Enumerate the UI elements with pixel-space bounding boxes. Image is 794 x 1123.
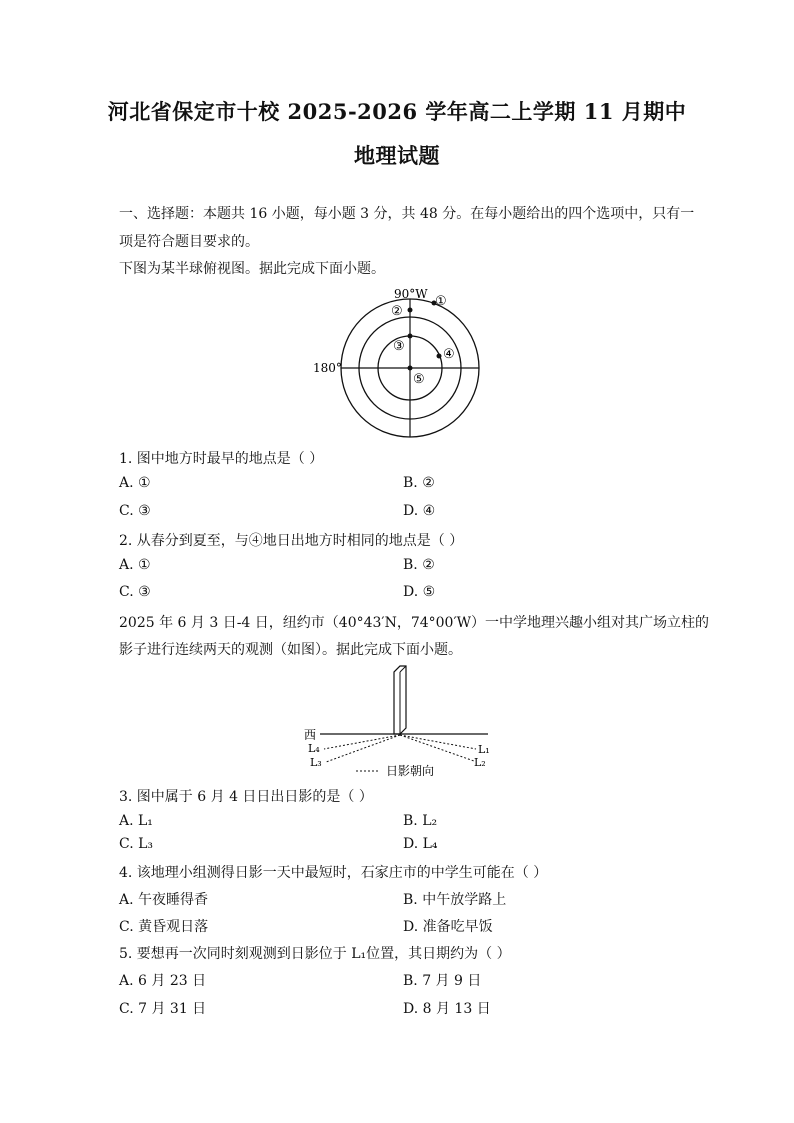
label-l4: L₄: [308, 742, 320, 755]
q2-option-d[interactable]: D. ⑤: [403, 584, 436, 600]
q1-option-d[interactable]: D. ④: [403, 503, 436, 519]
q4-stem: 4. 该地理小组测得日影一天中最短时，石家庄市的中学生可能在（ ）: [119, 865, 548, 881]
point-5: [408, 366, 413, 371]
shadow-l2: [400, 735, 474, 761]
point-3: [408, 334, 413, 339]
intro-figure2: 2025 年 6 月 3 日-4 日，纽约市（40°43′N，74°00′W）一中学地理兴趣小组对其广场立柱的: [119, 615, 710, 631]
q1-stem: 1. 图中地方时最早的地点是（ ）: [119, 451, 324, 467]
marker-4: ④: [443, 347, 455, 362]
exam-subject: 地理试题: [354, 143, 440, 168]
q5-option-b[interactable]: B. 7 月 9 日: [403, 973, 482, 989]
pillar-shadow-figure: [300, 662, 500, 780]
q2-stem: 2. 从春分到夏至，与④地日出地方时相同的地点是（ ）: [119, 533, 464, 549]
label-l3: L₃: [310, 756, 322, 769]
exam-title: 河北省保定市十校 2025-2026 学年高二上学期 11 月期中: [107, 99, 687, 124]
q1-option-b[interactable]: B. ②: [403, 475, 435, 491]
point-4: [437, 354, 442, 359]
q1-option-c[interactable]: C. ③: [119, 503, 151, 519]
q3-option-c[interactable]: C. L₃: [119, 836, 154, 852]
label-90w: 90°W: [394, 287, 428, 301]
q5-option-d[interactable]: D. 8 月 13 日: [403, 1001, 491, 1017]
q2-option-a[interactable]: A. ①: [119, 557, 151, 573]
q1-option-a[interactable]: A. ①: [119, 475, 151, 491]
q2-option-c[interactable]: C. ③: [119, 584, 151, 600]
label-l2: L₂: [474, 756, 486, 769]
shadow-l4: [324, 735, 400, 749]
intro-figure2-cont: 影子进行连续两天的观测（如图）。据此完成下面小题。: [119, 642, 462, 658]
label-180: 180°: [313, 361, 342, 375]
q5-stem: 5. 要想再一次同时刻观测到日影位于 L₁位置，其日期约为（ ）: [119, 946, 511, 962]
point-2: [408, 308, 413, 313]
q2-option-b[interactable]: B. ②: [403, 557, 435, 573]
hemisphere-figure: [300, 282, 490, 442]
label-l1: L₁: [478, 743, 490, 756]
shadow-l1: [400, 735, 476, 749]
marker-5: ⑤: [413, 372, 425, 387]
section-heading: 一、选择题：本题共 16 小题，每小题 3 分，共 48 分。在每小题给出的四个选项中，只有一: [119, 206, 695, 222]
marker-3: ③: [393, 339, 405, 354]
marker-1: ①: [435, 294, 447, 309]
q3-option-d[interactable]: D. L₄: [403, 836, 438, 852]
shadow-l3: [326, 735, 400, 762]
q4-option-c[interactable]: C. 黄昏观日落: [119, 919, 209, 935]
q3-option-b[interactable]: B. L₂: [403, 813, 438, 829]
q4-option-a[interactable]: A. 午夜睡得香: [119, 892, 209, 908]
legend-label: 日影朝向: [386, 764, 435, 778]
marker-2: ②: [391, 304, 403, 319]
q3-stem: 3. 图中属于 6 月 4 日日出日影的是（ ）: [119, 789, 373, 805]
q3-option-a[interactable]: A. L₁: [119, 813, 153, 829]
intro-figure1: 下图为某半球俯视图。据此完成下面小题。: [119, 261, 385, 277]
q4-option-b[interactable]: B. 中午放学路上: [403, 892, 507, 908]
q5-option-c[interactable]: C. 7 月 31 日: [119, 1001, 207, 1017]
label-west: 西: [304, 728, 317, 742]
q4-option-d[interactable]: D. 准备吃早饭: [403, 919, 493, 935]
q5-option-a[interactable]: A. 6 月 23 日: [119, 973, 207, 989]
section-heading-cont: 项是符合题目要求的。: [119, 234, 259, 250]
